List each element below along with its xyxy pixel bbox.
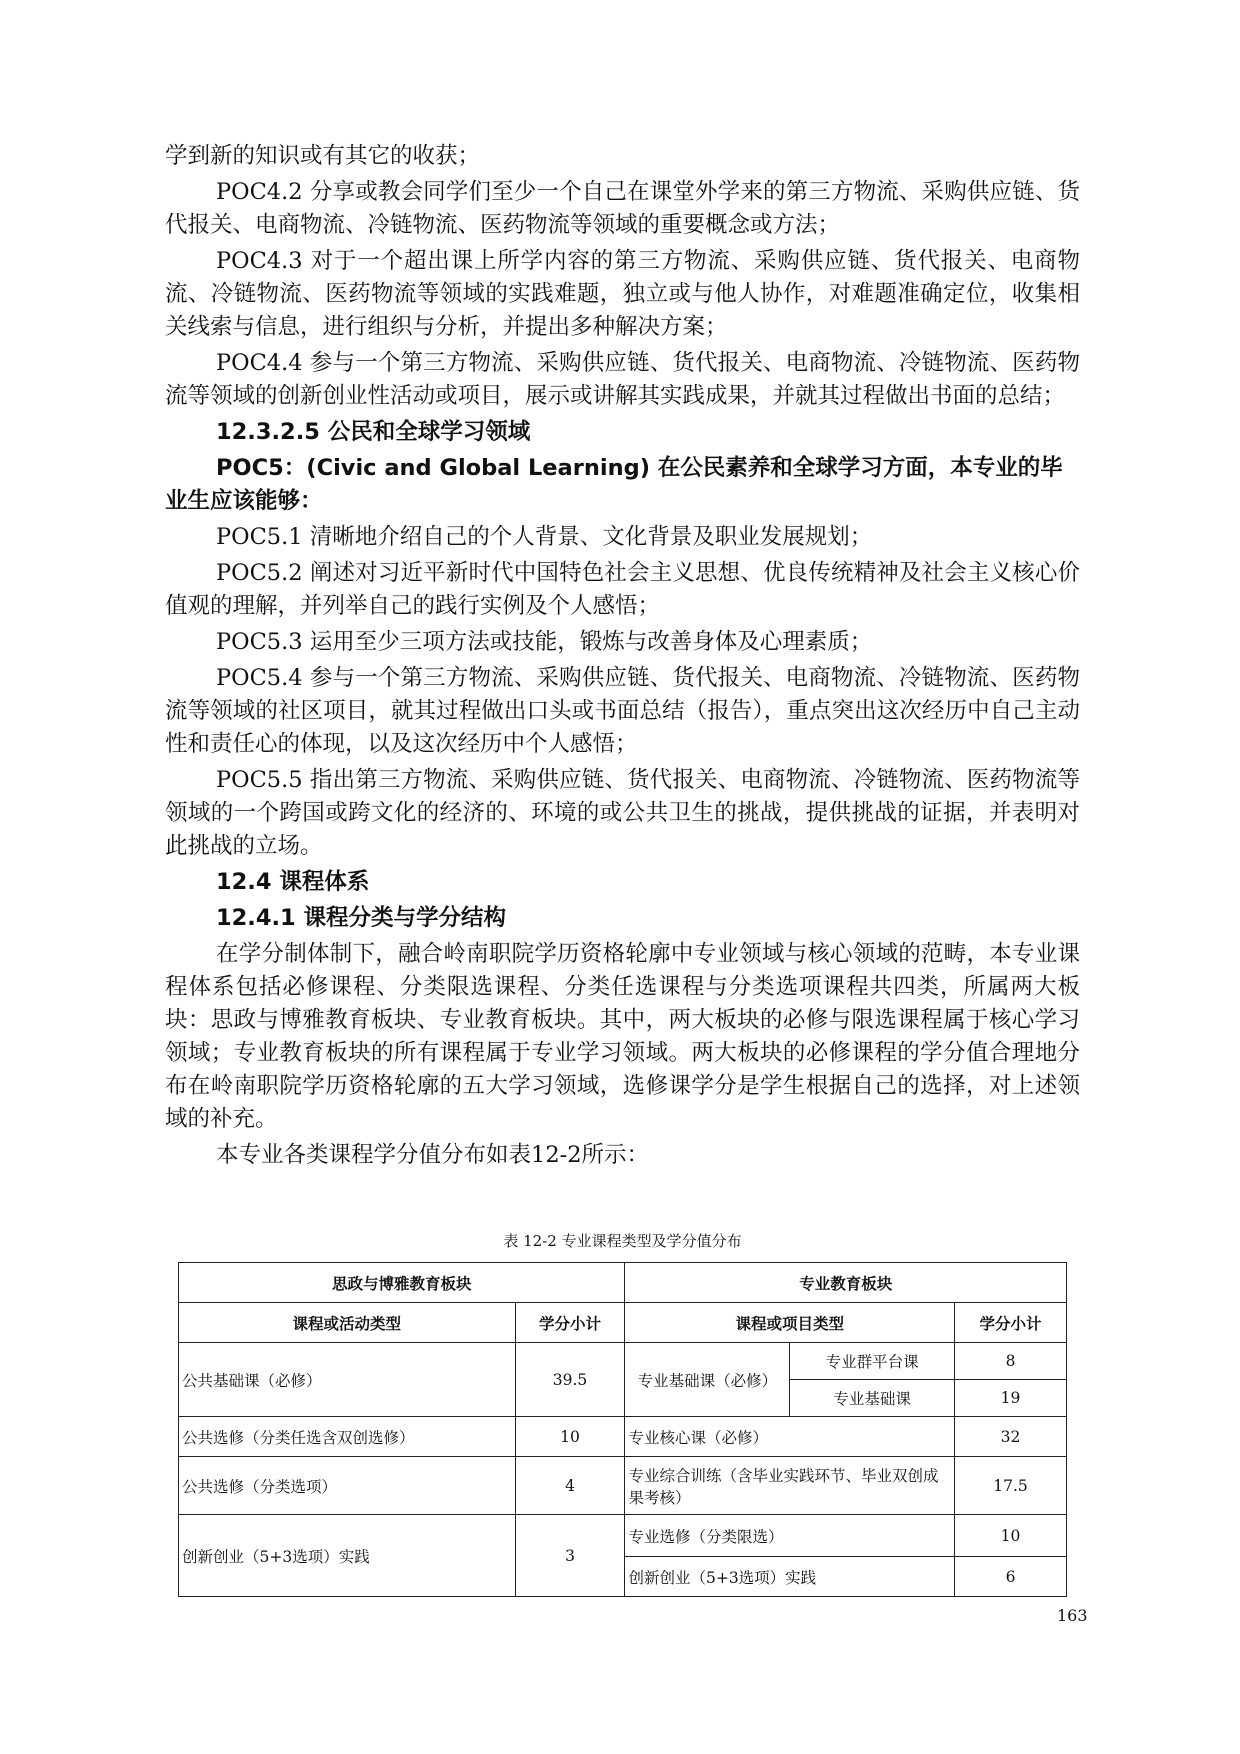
table-cell: 10 bbox=[515, 1417, 625, 1457]
table-caption: 表 12-2 专业课程类型及学分值分布 bbox=[503, 1232, 742, 1250]
table-cell: 8 bbox=[955, 1343, 1067, 1380]
table-row bbox=[179, 1417, 1067, 1457]
page-number: 163 bbox=[1057, 1606, 1088, 1625]
right-block-header: 专业教育板块 bbox=[625, 1263, 1067, 1303]
table-cell: 32 bbox=[955, 1417, 1067, 1457]
column-header: 课程或项目类型 bbox=[625, 1303, 955, 1343]
table-cell: 6 bbox=[955, 1557, 1067, 1597]
paragraph: POC5.5 指出第三方物流、采购供应链、货代报关、电商物流、冷链物流、医药物流等领域的一个跨国或跨文化的经济的、环境的或公共卫生的挑战，提供挑战的证据，并表明对此挑战的立场。 bbox=[165, 767, 1080, 859]
table-row bbox=[179, 1343, 1067, 1380]
table-cell: 专业群平台课 bbox=[790, 1343, 955, 1380]
table-cell: 10 bbox=[955, 1515, 1067, 1557]
paragraph: POC4.3 对于一个超出课上所学内容的第三方物流、采购供应链、货代报关、电商物流、冷链物流、医药物流等领域的实践难题，独立或与他人协作，对难题准确定位，收集相关线索与信息，进行组织与分析，并提出多种解决方案； bbox=[165, 248, 1080, 340]
paragraph: POC5.1 清晰地介绍自己的个人背景、文化背景及职业发展规划； bbox=[216, 524, 873, 550]
paragraph: 在学分制体制下，融合岭南职院学历资格轮廓中专业领域与核心领域的范畴，本专业课程体系包括必修课程、分类限选课程、分类任选课程与分类选项课程共四类，所属两大板块：思政与博雅教育板块、专业教育板块。其中，两大板块的必修与限选课程属于核心学习领域；专业教育板块的所有课程属于专业学习领域。两大板块的必修课程的学分值合理地分布在岭南职院学历资格轮廓的五大学习领域，选修课学分是学生根据自己的选择，对上述领域的补充。 bbox=[165, 941, 1080, 1132]
column-header: 学分小计 bbox=[515, 1303, 625, 1343]
table-cell: 3 bbox=[515, 1515, 625, 1597]
table-cell: 19 bbox=[955, 1380, 1067, 1417]
subsection-heading: 12.4.1 课程分类与学分结构 bbox=[216, 905, 507, 931]
table-row bbox=[179, 1263, 1067, 1303]
table-cell: 创新创业（5+3选项）实践 bbox=[179, 1515, 516, 1597]
table-cell: 专业基础课 bbox=[790, 1380, 955, 1417]
section-heading: 12.4 课程体系 bbox=[216, 869, 370, 895]
paragraph: 本专业各类课程学分值分布如表12-2所示： bbox=[216, 1142, 650, 1168]
paragraph: POC5.3 运用至少三项方法或技能，锻炼与改善身体及心理素质； bbox=[216, 629, 873, 655]
left-block-header: 思政与博雅教育板块 bbox=[179, 1263, 625, 1303]
table-row bbox=[179, 1303, 1067, 1343]
paragraph: POC4.2 分享或教会同学们至少一个自己在课堂外学来的第三方物流、采购供应链、货代报关、电商物流、冷链物流、医药物流等领域的重要概念或方法； bbox=[165, 179, 1080, 238]
table-cell: 公共基础课（必修） bbox=[179, 1343, 516, 1417]
outcome-heading: POC5：(Civic and Global Learning) 在公民素养和全球学习方面，本专业的毕业生应该能够： bbox=[165, 455, 1063, 514]
paragraph: POC4.4 参与一个第三方物流、采购供应链、货代报关、电商物流、冷链物流、医药物流等领域的创新创业性活动或项目，展示或讲解其实践成果，并就其过程做出书面的总结； bbox=[165, 350, 1080, 409]
column-header: 课程或活动类型 bbox=[179, 1303, 516, 1343]
paragraph: POC5.4 参与一个第三方物流、采购供应链、货代报关、电商物流、冷链物流、医药物流等领域的社区项目，就其过程做出口头或书面总结（报告），重点突出这次经历中自己主动性和责任心的体现，以及这次经历中个人感悟； bbox=[165, 665, 1080, 757]
table-cell: 公共选修（分类选项） bbox=[179, 1457, 516, 1515]
column-header: 学分小计 bbox=[955, 1303, 1067, 1343]
credit-table bbox=[178, 1262, 1067, 1597]
table-cell: 39.5 bbox=[515, 1343, 625, 1417]
section-heading: 12.3.2.5 公民和全球学习领域 bbox=[216, 419, 531, 445]
table-cell: 创新创业（5+3选项）实践 bbox=[625, 1557, 955, 1597]
paragraph: POC5.2 阐述对习近平新时代中国特色社会主义思想、优良传统精神及社会主义核心价值观的理解，并列举自己的践行实例及个人感悟； bbox=[165, 560, 1080, 619]
table-cell: 专业综合训练（含毕业实践环节、毕业双创成果考核） bbox=[625, 1457, 955, 1515]
table-cell: 专业核心课（必修） bbox=[625, 1417, 955, 1457]
table-cell: 专业选修（分类限选） bbox=[625, 1515, 955, 1557]
table-cell: 专业基础课（必修） bbox=[625, 1343, 790, 1417]
table-row bbox=[179, 1457, 1067, 1515]
table-cell: 17.5 bbox=[955, 1457, 1067, 1515]
paragraph: 学到新的知识或有其它的收获； bbox=[165, 143, 481, 169]
table-cell: 公共选修（分类任选含双创选修） bbox=[179, 1417, 516, 1457]
body-text bbox=[165, 140, 1080, 1175]
table-cell: 4 bbox=[515, 1457, 625, 1515]
table-row bbox=[179, 1515, 1067, 1557]
